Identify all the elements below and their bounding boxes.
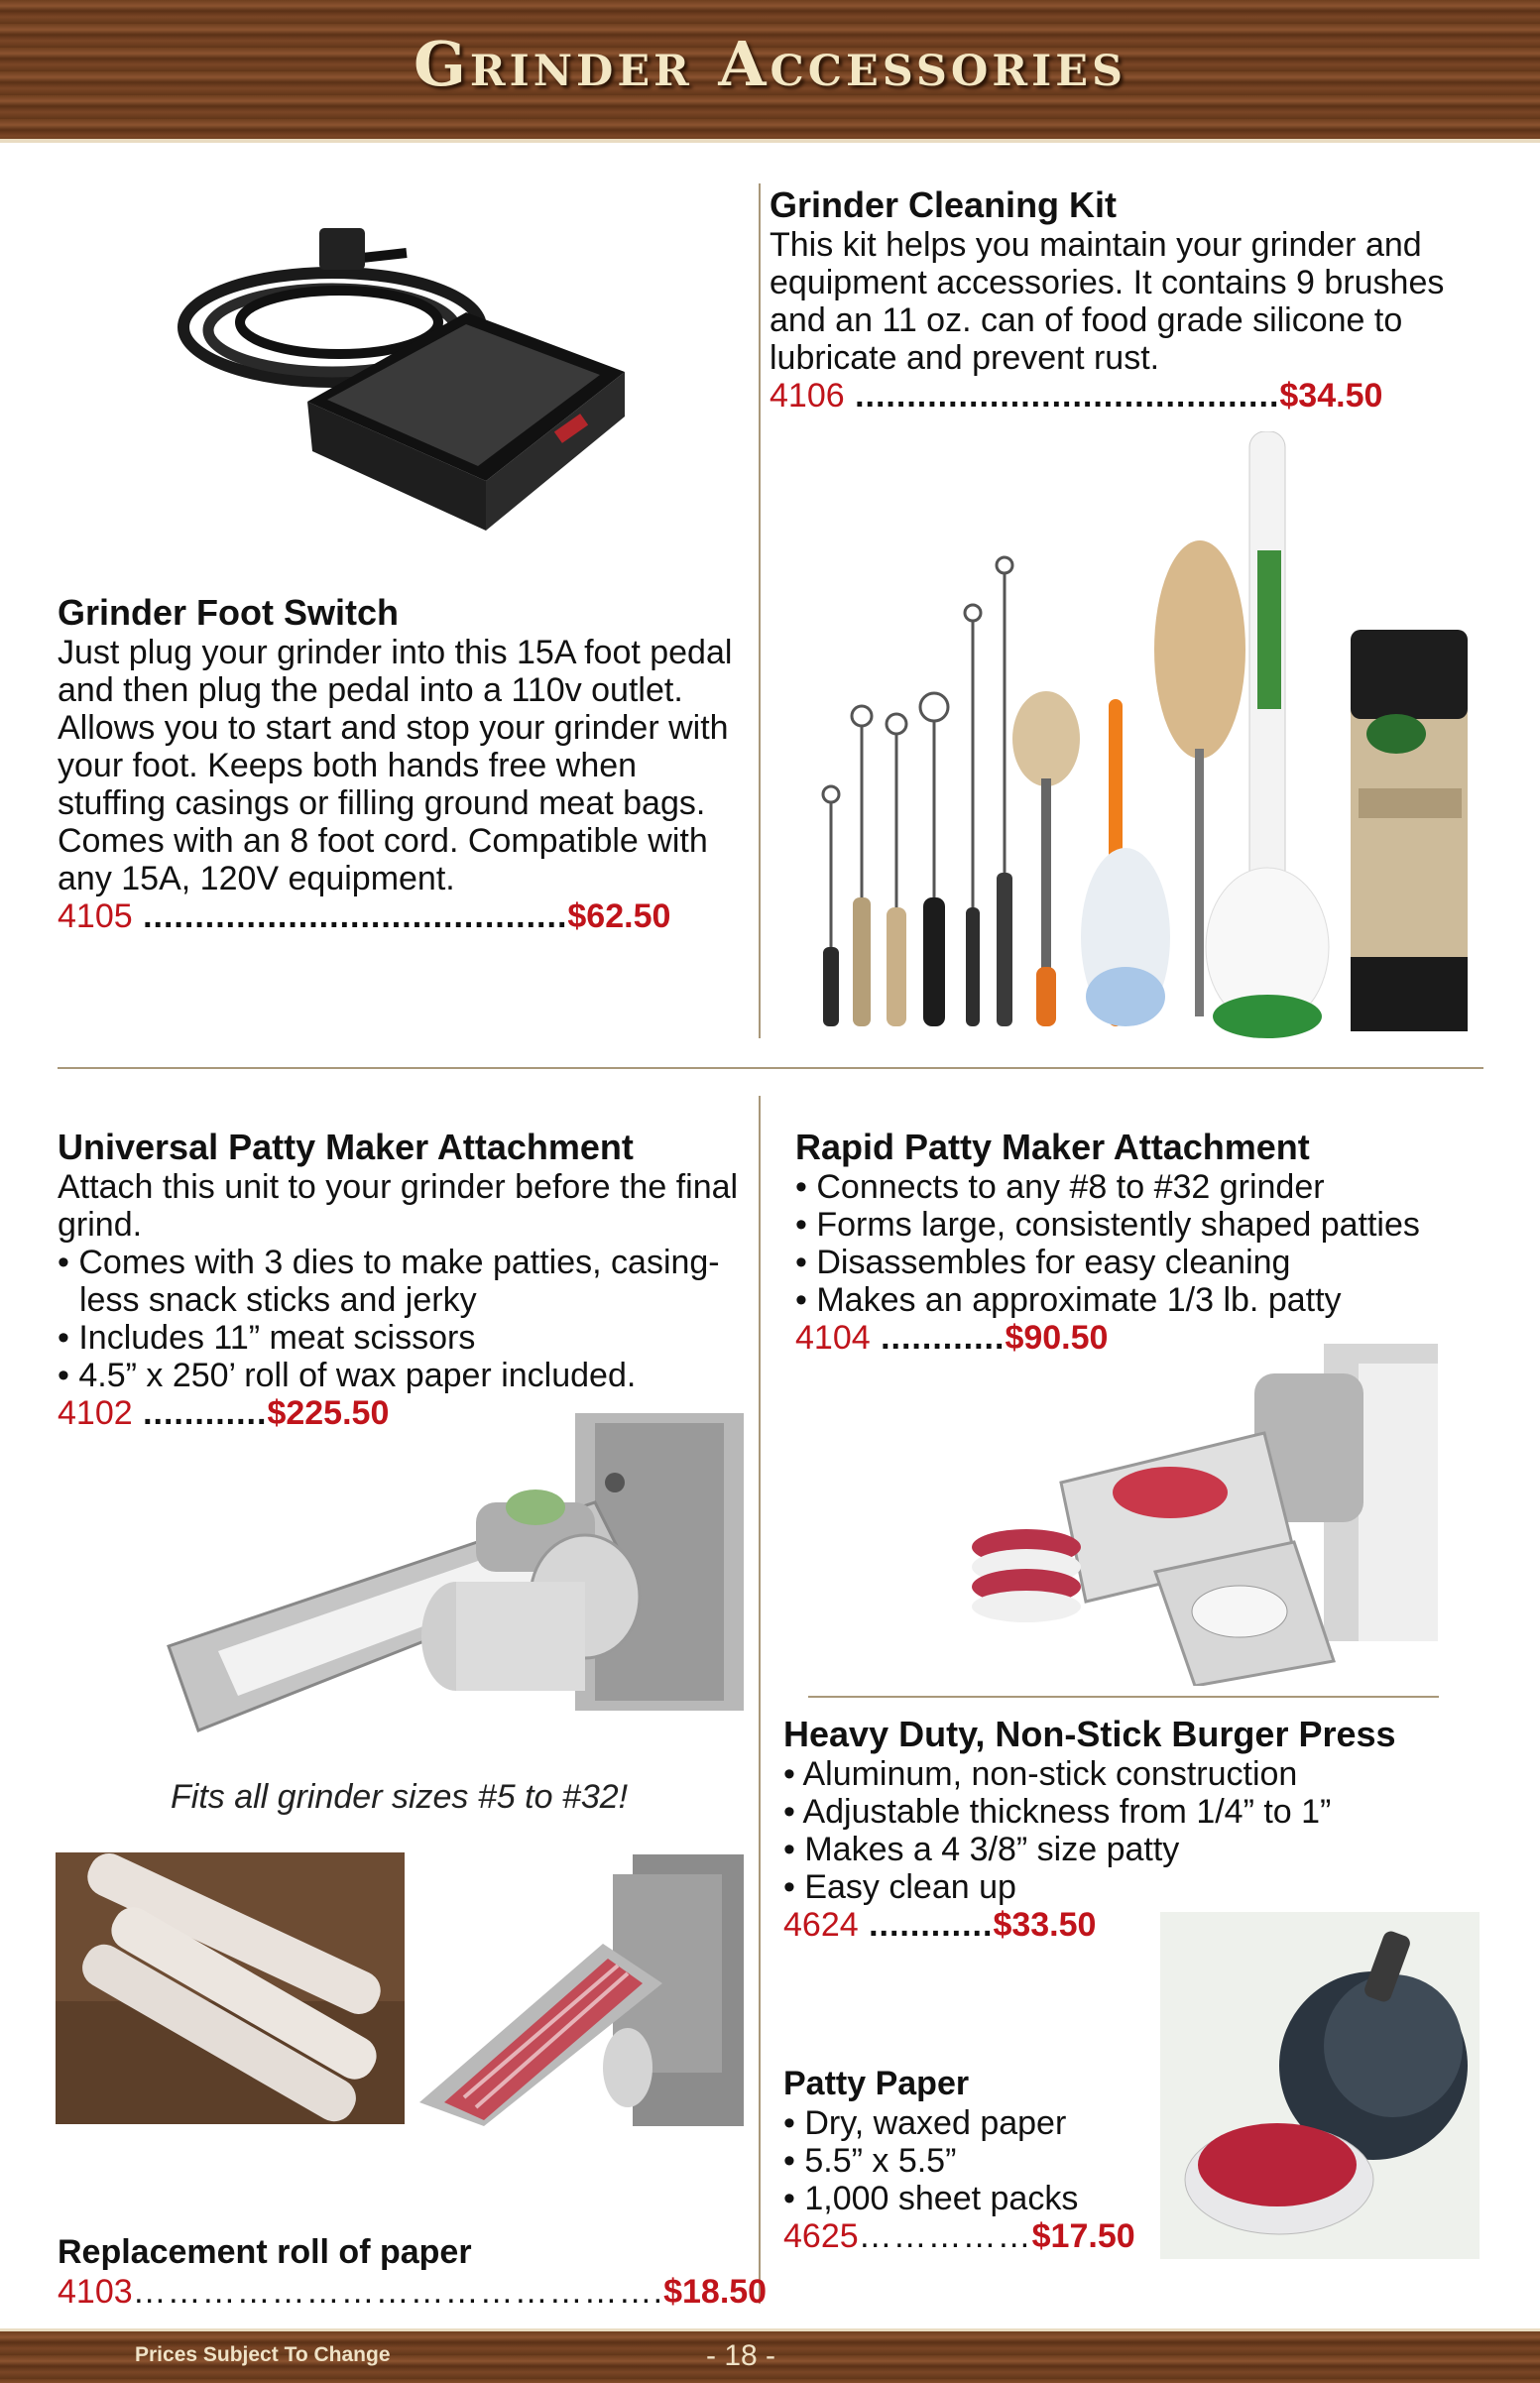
bullet-item: • Forms large, consistently shaped patties xyxy=(795,1206,1420,1244)
universal-patty-caption: Fits all grinder sizes #5 to #32! xyxy=(171,1778,629,1816)
bullet-item: • Disassembles for easy cleaning xyxy=(795,1244,1291,1281)
dies-image xyxy=(56,1852,405,2124)
sku: 4625 xyxy=(783,2217,859,2255)
price: $17.50 xyxy=(1031,2217,1135,2255)
price: $18.50 xyxy=(663,2273,768,2311)
cleaning-kit-price-line xyxy=(770,377,1503,415)
price: $90.50 xyxy=(1005,1319,1109,1357)
price: $62.50 xyxy=(567,897,671,935)
brushes-icon xyxy=(793,431,1478,1041)
column-divider-top xyxy=(759,183,761,1038)
leader-dots: ............ xyxy=(132,1394,268,1432)
page-title: Grinder Accessories xyxy=(413,28,1127,100)
patty-paper-section xyxy=(783,2063,1160,2255)
leader-dots: …………… xyxy=(858,2217,1032,2255)
price: $33.50 xyxy=(993,1906,1097,1944)
replacement-roll-price-line xyxy=(58,2273,768,2311)
cleaning-kit-name: Grinder Cleaning Kit xyxy=(770,184,1118,225)
price: $225.50 xyxy=(267,1394,390,1432)
jerky-strips-image xyxy=(415,1854,744,2126)
replacement-roll-name: Replacement roll of paper xyxy=(58,2233,472,2271)
bullet-item: • Easy clean up xyxy=(783,1868,1016,1906)
bullet-item: • Connects to any #8 to #32 grinder xyxy=(795,1168,1325,1206)
sku: 4106 xyxy=(770,377,845,415)
foot-switch-icon xyxy=(159,213,635,555)
rapid-patty-name: Rapid Patty Maker Attachment xyxy=(795,1127,1310,1167)
footer-note: Prices Subject To Change xyxy=(135,2343,391,2366)
bullet-item: • Makes a 4 3/8” size patty xyxy=(783,1831,1180,1868)
leader-dots: ............ xyxy=(870,1319,1006,1357)
universal-patty-image xyxy=(159,1413,744,1750)
universal-patty-intro: Attach this unit to your grinder before the final grind. xyxy=(58,1168,739,1244)
bullet-item: • Adjustable thickness from 1/4” to 1” xyxy=(783,1793,1332,1831)
footer-banner xyxy=(0,2328,1540,2383)
sku: 4104 xyxy=(795,1319,871,1357)
foot-switch-description: Just plug your grinder into this 15A foot pedal and then plug the pedal into a 110v outlet. Allows you to start and stop your grinder with your foot. Keeps both hands free when stuffing casings or filling ground meat bags. Comes with an 8 foot cord. Compatible with any 15A, 120V equipment. xyxy=(58,634,733,897)
burger-press-icon xyxy=(1160,1912,1480,2259)
foot-switch-price-line xyxy=(58,897,752,935)
bullet-item: • Makes an approximate 1/3 lb. patty xyxy=(795,1281,1342,1319)
universal-patty-name: Universal Patty Maker Attachment xyxy=(58,1127,634,1167)
bullet-item: • Dry, waxed paper xyxy=(783,2104,1067,2142)
bullet-item: • Aluminum, non-stick construction xyxy=(783,1755,1298,1793)
bullet-item: • 5.5” x 5.5” xyxy=(783,2142,957,2180)
replacement-roll-section xyxy=(58,2231,768,2311)
universal-patty-section xyxy=(58,1127,764,1432)
burger-press-image xyxy=(1160,1912,1480,2259)
sku: 4624 xyxy=(783,1906,859,1944)
leader-dots: ………………………………………. xyxy=(132,2273,664,2311)
foot-switch-name: Grinder Foot Switch xyxy=(58,592,400,633)
price: $34.50 xyxy=(1279,377,1383,415)
sku: 4103 xyxy=(58,2273,133,2311)
foot-switch-image xyxy=(159,213,635,555)
leader-dots: ............ xyxy=(858,1906,994,1944)
burger-press-divider xyxy=(808,1696,1439,1698)
cleaning-kit-description: This kit helps you maintain your grinder and equipment accessories. It contains 9 brushes and an 11 oz. can of food grade silicone to lubricate and prevent rust. xyxy=(770,226,1445,377)
bullet-item: • Includes 11” meat scissors xyxy=(58,1319,476,1357)
rapid-patty-section xyxy=(795,1127,1509,1357)
burger-press-name: Heavy Duty, Non-Stick Burger Press xyxy=(783,1714,1396,1754)
bullet-item: • 4.5” x 250’ roll of wax paper included. xyxy=(58,1357,637,1394)
sku: 4102 xyxy=(58,1394,133,1432)
leader-dots: ......................................... xyxy=(844,377,1280,415)
rapid-patty-bullets xyxy=(795,1168,1509,1319)
patty-paper-name: Patty Paper xyxy=(783,2065,970,2102)
patty-paper-bullets xyxy=(783,2104,1160,2217)
bullet-item: • 1,000 sheet packs xyxy=(783,2180,1079,2217)
universal-patty-bullets xyxy=(58,1244,764,1394)
header-banner xyxy=(0,0,1540,143)
foot-switch-section xyxy=(58,592,752,935)
leader-dots: ......................................... xyxy=(132,897,568,935)
burger-press-bullets xyxy=(783,1755,1517,1906)
bullet-item: • Comes with 3 dies to make patties, casing-less snack sticks and jerky xyxy=(58,1244,720,1319)
patty-attachment-icon xyxy=(159,1413,744,1750)
sku: 4105 xyxy=(58,897,133,935)
jerky-strips-icon xyxy=(415,1854,744,2126)
rapid-patty-maker-icon xyxy=(967,1344,1443,1686)
section-divider xyxy=(58,1067,1483,1069)
cleaning-kit-image xyxy=(793,431,1478,1041)
cleaning-kit-section xyxy=(770,184,1503,415)
patty-paper-price-line xyxy=(783,2217,1160,2255)
rapid-patty-image xyxy=(967,1344,1443,1686)
patty-dies-icon xyxy=(56,1852,405,2124)
burger-press-section xyxy=(783,1714,1517,1944)
page-number: - 18 - xyxy=(706,2339,776,2372)
